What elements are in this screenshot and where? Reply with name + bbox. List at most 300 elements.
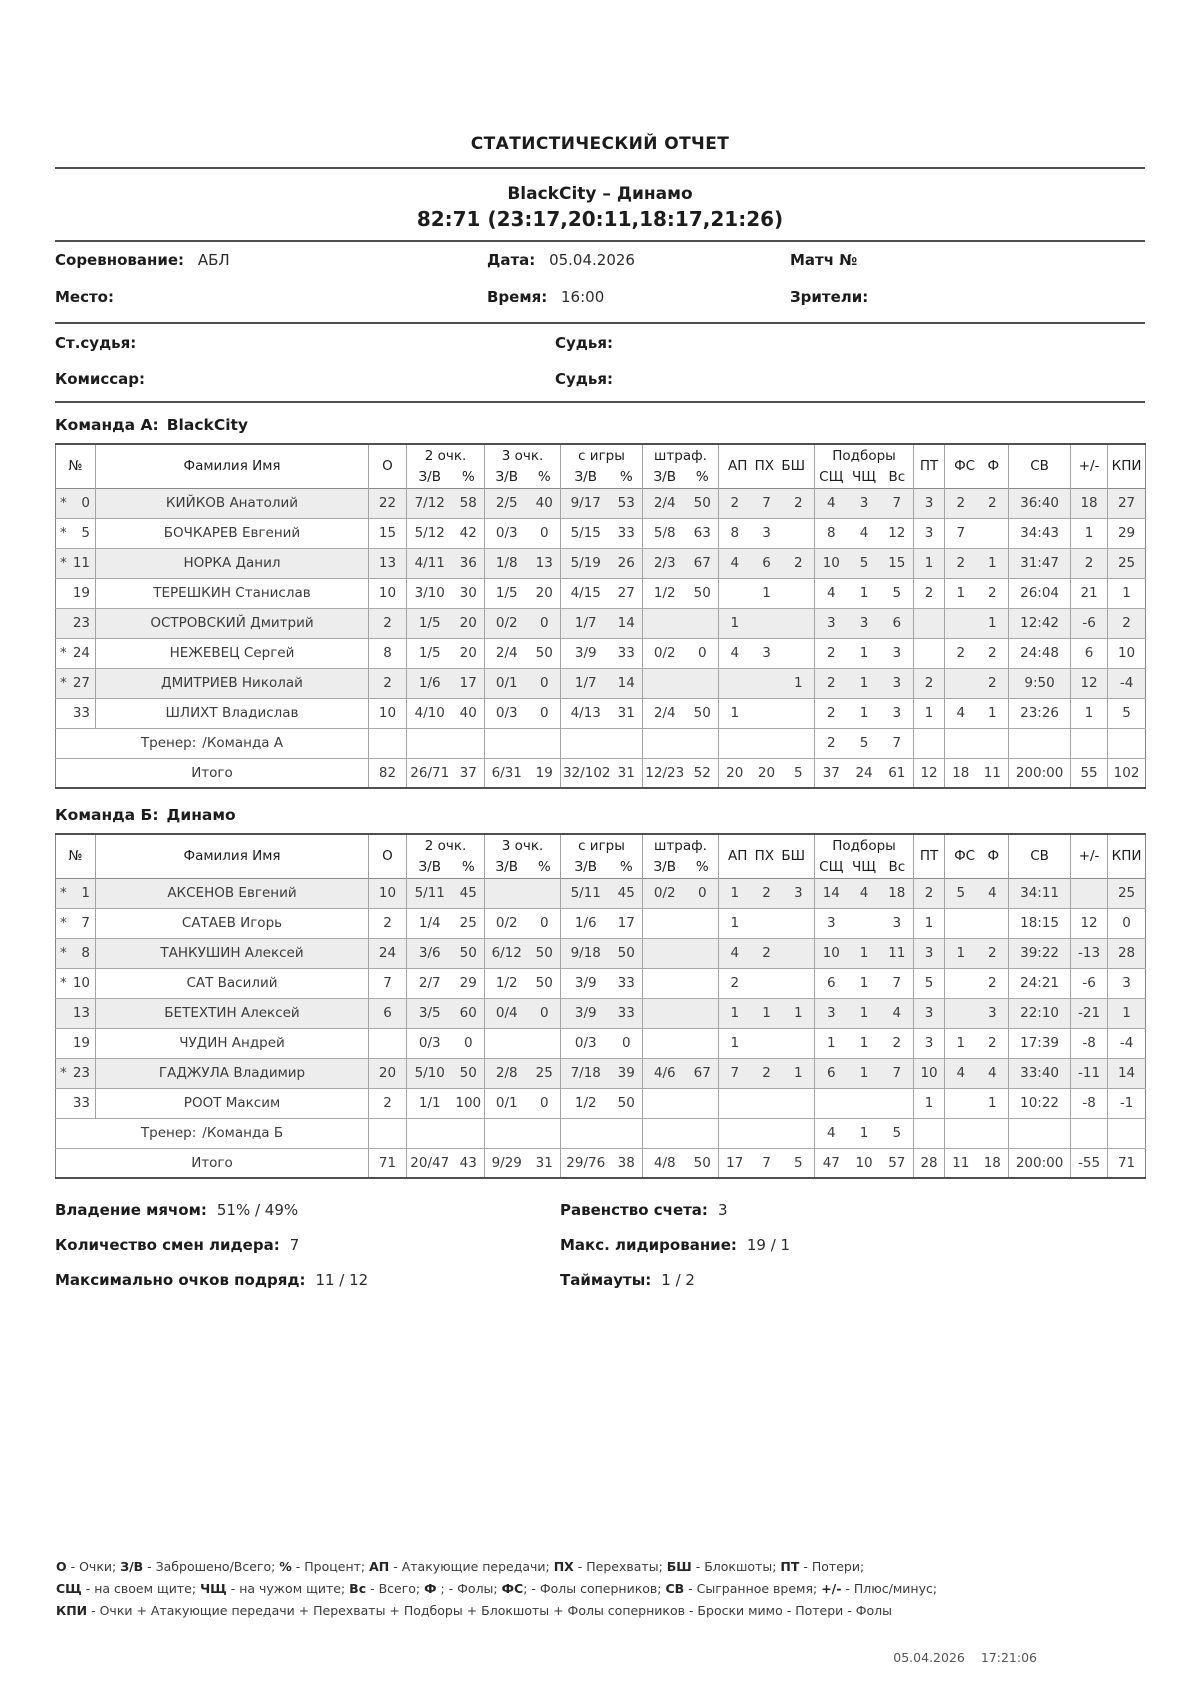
total-bsh: 5 (793, 1154, 803, 1171)
total-p3: 9/29 (485, 1148, 529, 1178)
cell-f: 2 (988, 675, 997, 691)
cell-player-name: НЕЖЕВЕЦ Сергей (96, 638, 369, 668)
summary-section (55, 1201, 1145, 1306)
cell-fg: 5/15 (561, 518, 611, 548)
jersey-number: 19 (72, 1035, 90, 1051)
cell-sv: 26:04 (1009, 578, 1071, 608)
match-no-label: Матч № (790, 251, 858, 269)
date-field (487, 251, 790, 279)
cell-sv: 12:42 (1009, 608, 1071, 638)
col-rebounds: Подборы (815, 834, 914, 856)
cell-player-name: БЕТЕХТИН Алексей (96, 998, 369, 1028)
legend-line: СЩ - на своем щите; ЧЩ - на чужом щите; Вс - Всего; Ф ; - Фолы; ФС; - Фолы соперников; СВ - Сыгранное время; +/- - Плюс/минус; (56, 1581, 938, 1596)
referee2-label: Судья: (555, 370, 614, 388)
summary-right-column (560, 1201, 1145, 1306)
total-ft: 12/23 (643, 758, 687, 788)
cell-ftpct (687, 998, 719, 1028)
total-sq: 47 (815, 1148, 848, 1178)
total-f: 18 (983, 1154, 1001, 1171)
cell-empty (1071, 1118, 1108, 1148)
cell-sq: 1 (815, 1028, 848, 1058)
cell-sq: 8 (815, 518, 848, 548)
summary-item (55, 1201, 560, 1219)
player-row (56, 488, 1146, 518)
col-assists: АП (728, 848, 748, 865)
cell-cq: 4 (859, 525, 869, 541)
trainer-def-rebounds: 2 (815, 728, 848, 758)
cell-p2: 1/1 (407, 1088, 453, 1118)
cell-p3: 0/2 (485, 908, 529, 938)
cell-number (56, 1058, 96, 1088)
cell-fg: 7/18 (561, 1058, 611, 1088)
cell-bsh (783, 608, 815, 638)
cell-kpi: 27 (1108, 488, 1146, 518)
cell-p2pct: 30 (459, 585, 477, 601)
time-label: Время: (487, 288, 548, 306)
cell-o: 7 (369, 968, 407, 998)
cell-p2: 3/10 (407, 578, 453, 608)
cell-empty (561, 1118, 643, 1148)
summary-value: 7 (289, 1236, 300, 1254)
cell-sv: 9:50 (1009, 668, 1071, 698)
cell-pm: 1 (1071, 518, 1108, 548)
cell-px: 3 (762, 645, 771, 661)
cell-number (56, 608, 96, 638)
cell-ap: 1 (719, 878, 751, 908)
player-row (56, 878, 1146, 908)
cell-o: 10 (369, 578, 407, 608)
cell-o: 13 (369, 548, 407, 578)
total-o: 82 (369, 758, 407, 788)
cell-px: 7 (762, 495, 771, 511)
cell-p3: 1/2 (485, 968, 529, 998)
cell-ft (643, 608, 687, 638)
cell-fg: 4/15 (561, 578, 611, 608)
cell-fgpct: 14 (617, 675, 635, 691)
cell-pm: 6 (1071, 638, 1108, 668)
cell-px: 6 (762, 555, 771, 571)
total-p3pct: 31 (535, 1154, 553, 1171)
col-free-throws: штраф. (643, 834, 719, 856)
commissioner-label: Комиссар: (55, 370, 145, 388)
chief-referee-field (55, 334, 555, 360)
col-steals: ПХ (754, 458, 775, 475)
trainer-cell (56, 1118, 369, 1148)
cell-vs: 12 (888, 525, 906, 541)
cell-p2: 5/11 (407, 878, 453, 908)
cell-f: 2 (988, 975, 997, 991)
cell-fgpct: 33 (617, 1005, 635, 1021)
cell-fgpct: 17 (617, 915, 635, 931)
commissioner-field (55, 370, 555, 396)
trainer-off-rebounds: 1 (859, 1125, 869, 1141)
cell-vs: 7 (892, 1065, 902, 1081)
col-2pt: 2 очк. (407, 444, 485, 466)
total-fs: 18 (945, 758, 977, 788)
player-row (56, 638, 1146, 668)
competition-value: АБЛ (197, 251, 230, 269)
cell-p3: 0/2 (485, 608, 529, 638)
cell-ftpct: 67 (693, 555, 711, 571)
cell-sv: 17:39 (1009, 1028, 1071, 1058)
col-time-played: СВ (1009, 444, 1071, 488)
matchup-title: BlackCity – Динамо (507, 184, 693, 204)
cell-ft: 2/4 (643, 488, 687, 518)
cell-player-name: ГАДЖУЛА Владимир (96, 1058, 369, 1088)
cell-fs (945, 908, 977, 938)
cell-fgpct: 27 (617, 585, 635, 601)
cell-p2: 1/5 (407, 608, 453, 638)
cell-bsh (783, 518, 815, 548)
date-label: Дата: (487, 251, 536, 269)
cell-fgpct: 39 (617, 1065, 635, 1081)
cell-pt: 5 (914, 968, 945, 998)
starter-mark: * (60, 975, 67, 991)
col-steals: ПХ (754, 848, 775, 865)
total-p2pct: 37 (459, 764, 477, 781)
team-b-name: Динамо (166, 806, 236, 824)
cell-p2: 3/5 (407, 998, 453, 1028)
cell-bsh: 3 (793, 885, 803, 901)
cell-fg: 5/19 (561, 548, 611, 578)
col-made-attempted: З/В (643, 466, 687, 488)
cell-pm: 12 (1071, 908, 1108, 938)
cell-ap: 1 (719, 608, 751, 638)
starter-mark: * (60, 495, 67, 511)
cell-player-name: КИЙКОВ Анатолий (96, 488, 369, 518)
cell-fgpct: 26 (617, 555, 635, 571)
cell-ftpct (687, 938, 719, 968)
trainer-def-rebounds: 4 (815, 1118, 848, 1148)
cell-fg: 3/9 (561, 998, 611, 1028)
cell-fgpct: 14 (617, 615, 635, 631)
total-kpi: 102 (1108, 758, 1146, 788)
cell-o: 22 (369, 488, 407, 518)
cell-ap: 1 (719, 698, 751, 728)
cell-cq: 3 (859, 495, 869, 511)
cell-ft (643, 998, 687, 1028)
cell-ft (643, 668, 687, 698)
cell-ap: 1 (719, 1028, 751, 1058)
cell-vs: 7 (892, 975, 902, 991)
cell-ap: 1 (719, 998, 751, 1028)
starter-mark: * (60, 525, 67, 541)
cell-player-name: САТ Василий (96, 968, 369, 998)
cell-player-name: РООТ Максим (96, 1088, 369, 1118)
cell-fs (945, 1088, 977, 1118)
total-px: 20 (757, 764, 776, 781)
trainer-name: /Команда А (202, 735, 284, 751)
cell-bsh: 1 (793, 1065, 803, 1081)
totals-row (56, 758, 1146, 788)
summary-item (560, 1236, 1145, 1254)
cell-ftpct: 0 (697, 885, 707, 901)
col-percent: % (619, 468, 633, 485)
col-percent: % (619, 858, 633, 875)
cell-vs: 18 (888, 885, 906, 901)
cell-p3: 0/3 (485, 518, 529, 548)
cell-f: 1 (988, 1095, 997, 1111)
cell-fs (945, 668, 977, 698)
col-ast-stl-blk (719, 834, 815, 878)
team-b-heading (55, 806, 1145, 824)
col-fouls-made: Ф (987, 848, 1000, 865)
cell-ftpct: 50 (693, 495, 711, 511)
player-row (56, 548, 1146, 578)
cell-empty (719, 728, 815, 758)
cell-fg: 1/2 (561, 1088, 611, 1118)
table-body (56, 488, 1146, 788)
cell-empty (369, 1118, 407, 1148)
cell-pm: 1 (1071, 698, 1108, 728)
cell-number (56, 668, 96, 698)
summary-value: 3 (717, 1201, 728, 1219)
cell-fs: 5 (945, 878, 977, 908)
cell-fs: 4 (945, 1058, 977, 1088)
cell-bsh: 2 (793, 555, 803, 571)
cell-p2: 7/12 (407, 488, 453, 518)
cell-pm: -11 (1071, 1058, 1108, 1088)
cell-kpi: -4 (1108, 1028, 1146, 1058)
player-row (56, 1088, 1146, 1118)
total-fg: 29/76 (561, 1148, 611, 1178)
trainer-label: Тренер: (140, 1125, 197, 1141)
cell-cq (848, 1088, 881, 1118)
col-plus-minus: +/- (1071, 444, 1108, 488)
cell-player-name: САТАЕВ Игорь (96, 908, 369, 938)
cell-player-name: ТЕРЕШКИН Станислав (96, 578, 369, 608)
cell-pm: -6 (1071, 608, 1108, 638)
cell-number (56, 938, 96, 968)
cell-p2: 0/3 (407, 1028, 453, 1058)
cell-p2: 4/10 (407, 698, 453, 728)
col-percent: % (461, 858, 475, 875)
team-b-stats-table (55, 833, 1146, 1179)
cell-number (56, 518, 96, 548)
cell-cq: 1 (859, 645, 869, 661)
cell-empty (1071, 728, 1108, 758)
col-blocks: БШ (781, 848, 806, 865)
col-made-attempted: З/В (485, 466, 529, 488)
cell-ft: 5/8 (643, 518, 687, 548)
cell-sq: 3 (815, 908, 848, 938)
cell-o: 10 (369, 698, 407, 728)
cell-sq: 4 (815, 488, 848, 518)
total-p2pct: 43 (459, 1154, 477, 1171)
cell-p3 (485, 878, 529, 908)
cell-empty (561, 728, 643, 758)
cell-ftpct: 0 (697, 645, 707, 661)
col-points: О (369, 444, 407, 488)
cell-p3pct: 0 (539, 705, 549, 721)
cell-pt (914, 638, 945, 668)
col-assists: АП (728, 458, 748, 475)
trainer-off-rebounds: 5 (859, 735, 869, 751)
cell-p2: 1/6 (407, 668, 453, 698)
cell-bsh: 2 (793, 495, 803, 511)
cell-fgpct: 33 (617, 525, 635, 541)
cell-o: 2 (369, 1088, 407, 1118)
summary-item (55, 1236, 560, 1254)
cell-pm: 12 (1071, 668, 1108, 698)
totals-label: Итого (191, 764, 233, 781)
cell-ap (719, 578, 751, 608)
cell-o: 20 (369, 1058, 407, 1088)
cell-bsh (783, 968, 815, 998)
legend-line: О - Очки; З/В - Заброшено/Всего; % - Процент; АП - Атакующие передачи; ПХ - Перехваты; БШ - Блокшоты; ПТ - Потери; (56, 1559, 865, 1574)
cell-p3pct: 50 (535, 645, 553, 661)
cell-number (56, 578, 96, 608)
referee-row-2 (55, 360, 1145, 396)
cell-o: 24 (369, 938, 407, 968)
col-total-rebounds: Вс (888, 468, 906, 485)
col-plus-minus: +/- (1071, 834, 1108, 878)
cell-f: 1 (988, 555, 997, 571)
cell-fgpct: 50 (617, 945, 635, 961)
date-value: 05.04.2026 (549, 251, 635, 269)
cell-sv: 10:22 (1009, 1088, 1071, 1118)
team-a-stats-table (55, 443, 1146, 789)
cell-ft: 0/2 (643, 638, 687, 668)
cell-f: 1 (988, 705, 997, 721)
summary-label: Равенство счета: (560, 1201, 708, 1219)
cell-player-name: ШЛИХТ Владислав (96, 698, 369, 728)
cell-p3pct: 50 (535, 975, 553, 991)
cell-sq: 2 (815, 698, 848, 728)
cell-ap: 4 (719, 638, 751, 668)
cell-fs: 2 (945, 638, 977, 668)
cell-p2pct: 100 (455, 1095, 482, 1111)
cell-ap: 4 (719, 938, 751, 968)
chief-referee-label: Ст.судья: (55, 334, 137, 352)
cell-ft: 1/2 (643, 578, 687, 608)
cell-ft (643, 1088, 687, 1118)
cell-number (56, 968, 96, 998)
jersey-number: 27 (72, 675, 90, 691)
cell-p3: 0/4 (485, 998, 529, 1028)
cell-px (751, 908, 783, 938)
total-fs: 11 (945, 1148, 977, 1178)
jersey-number: 19 (72, 585, 90, 601)
jersey-number: 33 (72, 1095, 90, 1111)
jersey-number: 23 (72, 1065, 90, 1081)
col-def-rebounds: СЩ (815, 466, 848, 488)
starter-mark: * (60, 645, 67, 661)
cell-ft: 2/3 (643, 548, 687, 578)
cell-vs: 3 (892, 915, 902, 931)
total-pm: -55 (1071, 1148, 1108, 1178)
cell-ft (643, 968, 687, 998)
cell-cq: 1 (859, 675, 869, 691)
cell-pm: 2 (1071, 548, 1108, 578)
cell-player-name: БОЧКАРЕВ Евгений (96, 518, 369, 548)
cell-kpi: 25 (1108, 548, 1146, 578)
cell-p2pct: 58 (459, 495, 477, 511)
jersey-number: 7 (81, 915, 90, 931)
col-field-goals: с игры (561, 834, 643, 856)
cell-empty (914, 728, 945, 758)
cell-pm: -6 (1071, 968, 1108, 998)
total-ftpct: 52 (693, 764, 711, 781)
cell-ap: 7 (719, 1058, 751, 1088)
col-ast-stl-blk (719, 444, 815, 488)
cell-number (56, 1028, 96, 1058)
cell-number (56, 908, 96, 938)
cell-empty (1009, 1118, 1071, 1148)
col-made-attempted: З/В (561, 466, 611, 488)
player-row (56, 668, 1146, 698)
col-turnovers: ПТ (914, 834, 945, 878)
col-fouls-drawn: ФС (954, 848, 976, 865)
time-value: 16:00 (561, 288, 605, 306)
cell-ftpct (687, 608, 719, 638)
cell-vs: 6 (892, 615, 902, 631)
cell-p3: 0/1 (485, 668, 529, 698)
player-row (56, 938, 1146, 968)
total-kpi: 71 (1108, 1148, 1146, 1178)
cell-bsh (783, 638, 815, 668)
cell-px: 1 (762, 585, 771, 601)
cell-empty (1108, 728, 1146, 758)
cell-px (751, 1088, 783, 1118)
cell-p3pct: 0 (539, 675, 549, 691)
player-row (56, 968, 1146, 998)
cell-player-name: ОСТРОВСКИЙ Дмитрий (96, 608, 369, 638)
total-sv: 200:00 (1009, 1148, 1071, 1178)
cell-px: 2 (762, 885, 771, 901)
info-row-1 (55, 242, 1145, 279)
referee2-field (555, 370, 1145, 396)
cell-cq (848, 908, 881, 938)
cell-sq: 6 (815, 1058, 848, 1088)
info-row-2 (55, 279, 1145, 316)
cell-ap (719, 668, 751, 698)
cell-sq: 4 (815, 578, 848, 608)
cell-fgpct: 33 (617, 645, 635, 661)
cell-cq: 1 (859, 975, 869, 991)
cell-p2: 2/7 (407, 968, 453, 998)
starter-mark: * (60, 885, 67, 901)
cell-bsh: 1 (793, 1005, 803, 1021)
cell-fg: 4/13 (561, 698, 611, 728)
cell-kpi: -1 (1108, 1088, 1146, 1118)
cell-f (977, 908, 1009, 938)
cell-ap: 2 (719, 488, 751, 518)
cell-bsh (783, 698, 815, 728)
cell-empty (719, 1118, 815, 1148)
cell-kpi: 14 (1108, 1058, 1146, 1088)
cell-empty (1009, 728, 1071, 758)
total-pt: 12 (914, 758, 945, 788)
total-ap: 20 (719, 758, 751, 788)
col-time-played: СВ (1009, 834, 1071, 878)
cell-p2: 1/4 (407, 908, 453, 938)
cell-p3pct: 0 (539, 615, 549, 631)
cell-f: 4 (988, 885, 997, 901)
cell-vs: 2 (892, 1035, 902, 1051)
jersey-number: 33 (72, 705, 90, 721)
total-pt: 28 (914, 1148, 945, 1178)
cell-bsh (783, 1088, 815, 1118)
cell-fs: 1 (945, 1028, 977, 1058)
cell-ap: 1 (719, 908, 751, 938)
total-sq: 37 (815, 758, 848, 788)
cell-cq: 1 (859, 1005, 869, 1021)
cell-sq: 2 (815, 668, 848, 698)
col-field-goals: с игры (561, 444, 643, 466)
player-row (56, 1058, 1146, 1088)
cell-fg: 5/11 (561, 878, 611, 908)
